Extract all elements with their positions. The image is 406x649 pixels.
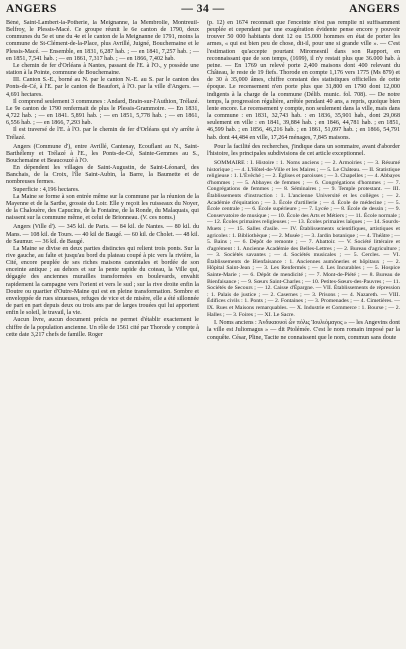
text-columns <box>6 20 400 648</box>
paragraph: Angers (Ville d'). — 345 kil. de Paris. — 84 kil. de Nantes. — 80 kil. du Mans. — 108 kil. de Tours. — 40 kil de Baugé. — 60 kil. de Cholet. — 48 kil. de Saumur. — 36 kil. de Baugé. <box>6 224 199 245</box>
paragraph: Pour la facilité des recherches, j'indique dans un sommaire, avant d'aborder l'histoire, les principales subdivisions de cet article exceptionnel. <box>207 143 400 157</box>
paragraph: Aucun livre, aucun document précis ne permet d'établir exactement le chiffre de la population ancienne. Un rôle de 1561 cité par Thorode y compte à cette date 3,217 chefs de famille. Roger <box>6 317 199 338</box>
right-column <box>207 20 400 648</box>
summary-paragraph: SOMMAIRE : I. Histoire : 1. Noms anciens ; — 2. Armoiries ; — 3. Résumé historique ; — 4. L'Hôtel-de-Ville et les Maires ; — 5. Le Château. — II. Statistique religieuse : 1. L'Évêché ; — 2. Églises et paroisses ; — 3. Chapelles ; — 4. Abbayes d'hommes ; — 5. Abbayes de femmes ; — 6. Congrégations d'hommes ; — 7. Congrégations de femmes ; — 8. Séminaires ; — 9. Temple protestant. — III. Établissements d'instruction : 1. L'ancienne Université et les collèges ; — 2. Académie d'équitation ; — 3. École d'artillerie ; — 4. École de médecine ; — 5. École centrale ; — 6. École supérieure ; — 7. Lycée ; — 8. École de dessin ; — 9. Conservatoire de musique ; — 10. École des Arts et Métiers ; — 11. École normale ; — 12. Écoles primaires religieuses ; — 13. Écoles primaires laïques ; — 14. Sourds-Muets ; — 15. Salles d'asile. — IV. Établissements scientifiques, artistiques et agricoles : 1. Bibliothèque ; — 2. Musée ; — 3. Jardin botanique ; — 4. Théâtre ; — 5. Bains ; — 6. Dépôt de remonte ; — 7. Abattoir. — V. Société littéraire et d'agrément : 1. Ancienne Académie des Belles-Lettres ; — 2. Bureau d'agriculture ; — 3. Sociétés savantes ; — 4. Sociétés musicales ; — 5. Cercles. — VI. Établissements de Bienfaisance : 1. Anciennes aumôneries et hôpitaux ; — 2. Hôpital Saint-Jean ; — 3. Les Renfermés ; — 4. Les Incurables ; — 5. Hospice Sainte-Marie ; — 6. Dépôt de mendicité ; — 7. Mont-de-Piété ; — 8. Bureau de Bienfaisance ; — 9. Sœurs Saint-Charles ; — 10. Petites-Sœurs-des-Pauvres ; — 11. Sociétés de Secours ; — 12. Caisse d'Épargne. — VII. Établissements de répression : 1. Palais de justice ; — 2. Casernes ; — 3. Prisons ; — 4. Nazareth. — VIII. Édifices civils : 1. Ponts ; — 2. Fontaines ; — 3. Promenades ; — 4. Cimetières. — IX. Rues et Maisons remarquables. — X. Industrie et Commerce : 1. Bourse ; — 2. Halles ; — 3. Foires ; — XI. Le Sacre. <box>207 159 400 318</box>
paragraph: La Maine se divise en deux parties distinctes qui relient trois ponts. Sur la rive gauche, au faîte et jusqu'au bord du plateau coupé à pic vers la rivière, la Cité, encore peuplée de ses riches maisons canoniales et bordée de son enceinte antique ; au dehors et sur la pente rapide du coteau, la Ville qui, dégagée des anciennes murailles transformées en boulevards, envahit rapidement la campagne vers l'orient et vers le sud ; sur la rive droite enfin la Doutre ou quartier d'Outre-Maine qui est en pleine transformation. Sombre et enveloppée de rues sinueuses, refuges de vice et de misère, elle a été sillonnée de part en part depuis deux ou trois ans par de larges trouées qui lui apportent enfin le soleil, le travail, la vie. <box>6 245 199 317</box>
summary-block <box>207 160 400 318</box>
paragraph: Il comprend seulement 3 communes : Andard, Brain-sur-l'Authion, Trélazé. Le 9e canton de 1790 renfermait de plus le Plessis-Grammoire. — En 1831, 4,722 hab. ; — en 1841. 5,891 hab. ; — en 1851, 5,778 hab. ; — en 1861, 6,556 hab. ; — en 1866, 7,293 hab. <box>6 98 199 127</box>
running-header <box>6 3 400 18</box>
left-column <box>6 20 199 648</box>
paragraph: La Maine se forme à son entrée même sur la commune par la réunion de la Mayenne et de la Sarthe, grossie du Loir. Elle y reçoit les ruisseaux du Noyer, de la Chalouère, des Capucins, de la Fontaine, de la Ronde, du Malaquais, qui naissent sur la commune même, et celui de Brionneau. (V. ces noms.) <box>6 193 199 222</box>
paragraph: Angers (Commune d'), entre Avrillé, Cantenay, Ecouflant au N., Saint-Barthélemy et Trélazé à l'E., les Ponts-de-Cé, Sainte-Gemmes au S., Bouchemaine et Beaucouzé à l'O. <box>6 143 199 164</box>
paragraph: III. Canton S.-E., borné au N. par le canton N.-E. au S. par le canton des Ponts-de-Cé, à l'E. par le canton de Beaufort, à l'O. par la ville d'Angers. — 4,691 hectares. <box>6 77 199 98</box>
paragraph: Superficie : 4,196 hectares. <box>13 186 80 193</box>
paragraph: I. Noms anciens : Ἀνδικαουοὶ ὧν πόλις Ἰουλιόμαγος » — les Angevins dont la ville est Juliomagus » — dit Ptolémée. C'est le nom romain imposé par la conquête. César, Pline, Tacite ne connaissent que le nom, commun sans doute <box>207 320 400 341</box>
page-number: — 34 — <box>181 3 225 15</box>
paragraph: En dépendent les villages de Saint-Augustin, de Saint-Léonard, des Banchais, de la Croix, l'île Saint-Aubin, la Barre, la Baumette et de nombreuses fermes. <box>6 165 199 186</box>
paragraph: (p. 12) en 1674 reconnaît que l'enceinte n'est pas remplie ni suffisamment peuplée et cependant par une exagération évidente pense encore y pouvoir trouver 50 000 habitants dont 12 ou 15.000 hommes en état de porter les armes, « qui est bien peu de chose, dit-il, pour une si grande ville ». — C'est l'estimation qu'accepte pourtant Miromesnil dans son Rapport, en reconnaissant que de son temps, (1699), il n'y restait plus que 36.000 hab. à peine. — En 1769 un relevé porte 2,400 maisons dont 400 relevant du Château, le reste de 19 fiefs. Thorode en compte 1,176 vers 1775 (Ms 879) et de 30 à 35,000 âmes, chiffre constant des statistiques officielles de cette époque. Le recensement n'en porte plus que 31,800 en 1790 dont 12,000 indigents à la charge de la commune (Délib. munic. fol. 708). — De notre temps, la progression régulière, arrêtée pendant 40 ans, a repris, quoique bien lente encore. Le recensement y compte, non seulement dans la ville, mais dans la commune : en 1831, 32,743 hab. : en 1836, 35,901 hab., dont 29,068 seulement en ville : en 1841, 39,884 hab. ; en 1846, 44,781 hab. ; en 1851, 46,599 hab. ; en 1856, 46,216 hab. ; en 1861, 51,097 hab. ; en 1866, 54,791 hab. dont 44,484 en ville, 17,264 ménages, 7,845 maisons. <box>207 20 400 141</box>
paragraph: Le chemin de fer d'Orléans à Nantes, passant de l'E. à l'O., y possède une station à la Pointe, commune de Bouchemaine. <box>6 62 199 77</box>
paragraph: Béné, Saint-Lambert-la-Potherie, la Meignanne, la Membrolle, Montreuil-Belfroy, le Plessis-Macé. Ce groupe réunit le 6e canton de 1790, deux communes du 5e et une du 4e et le canton de la Meignanne de 1791, moins la commune de St-Clément-de-la-Place, plus Avrillé, Juigné, Bouchemaine et le Plessis-Macé. — Ensemble, en 1831, 6,287 hab. ; — en 1841, 7,257 hab. ; — en 1851, 7,541 hab. ; — en 1861, 7,317 hab. ; — en 1866, 7,402 hab. <box>6 20 199 62</box>
paragraph: Il est traversé de l'E. à l'O. par le chemin de fer d'Orléans qui s'y arrête à Trélazé. <box>6 127 199 141</box>
header-right-title: ANGERS <box>349 3 400 15</box>
header-left-title: ANGERS <box>6 3 57 15</box>
